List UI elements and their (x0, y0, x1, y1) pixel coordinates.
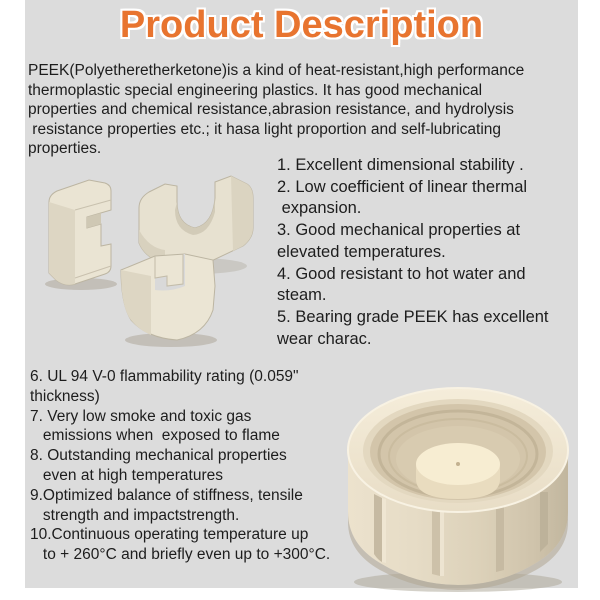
text-line: properties and chemical resistance,abrasion resistance, and hydrolysis (28, 101, 514, 119)
text-line: 7. Very low smoke and toxic gas (30, 407, 252, 425)
text-line: strength and impactstrength. (30, 506, 240, 524)
feature-list-6-10 (30, 367, 330, 565)
text-line: steam. (277, 286, 327, 305)
text-line: 9.Optimized balance of stiffness, tensile (30, 486, 303, 504)
text-line: 1. Excellent dimensional stability . (277, 156, 524, 174)
clip-bottom (121, 254, 215, 340)
text-line: 3. Good mechanical properties at (277, 221, 521, 240)
text-line: resistance properties etc.; it hasa light proportion and self-lubricating (28, 120, 501, 138)
text-line: thickness) (30, 387, 100, 405)
text-line: 8. Outstanding mechanical properties (30, 447, 287, 465)
text-line: elevated temperatures. (277, 242, 446, 261)
page-title: Product Description (119, 4, 484, 46)
text-line: PEEK(Polyetheretherketone)is a kind of heat-resistant,high performance (28, 62, 525, 79)
text-line: properties. (28, 140, 102, 158)
text-line: 10.Continuous operating temperature up (30, 526, 309, 544)
text-line: 5. Bearing grade PEEK has excellent (277, 307, 549, 326)
intro-paragraph (28, 61, 524, 159)
text-line: 6. UL 94 V-0 flammability rating (0.059" (30, 368, 299, 385)
cap-center-boss (416, 443, 500, 499)
text-line: 2. Low coefficient of linear thermal (277, 177, 528, 196)
text-line: wear charac. (277, 329, 372, 348)
text-line: expansion. (277, 199, 362, 218)
text-line: to + 260°C and briefly even up to +300°C. (30, 546, 331, 564)
peek-cap-photo (336, 352, 580, 598)
clip-right (139, 176, 253, 264)
text-line: even at high temperatures (30, 466, 224, 484)
feature-list-1-5 (277, 155, 549, 350)
text-line: emissions when exposed to flame (30, 427, 280, 445)
clip-left (49, 180, 111, 285)
text-line: 4. Good resistant to hot water and (277, 264, 526, 283)
text-line: thermoplastic special engineering plastics. It has good mechanical (28, 81, 483, 99)
peek-clips-photo (25, 158, 285, 360)
